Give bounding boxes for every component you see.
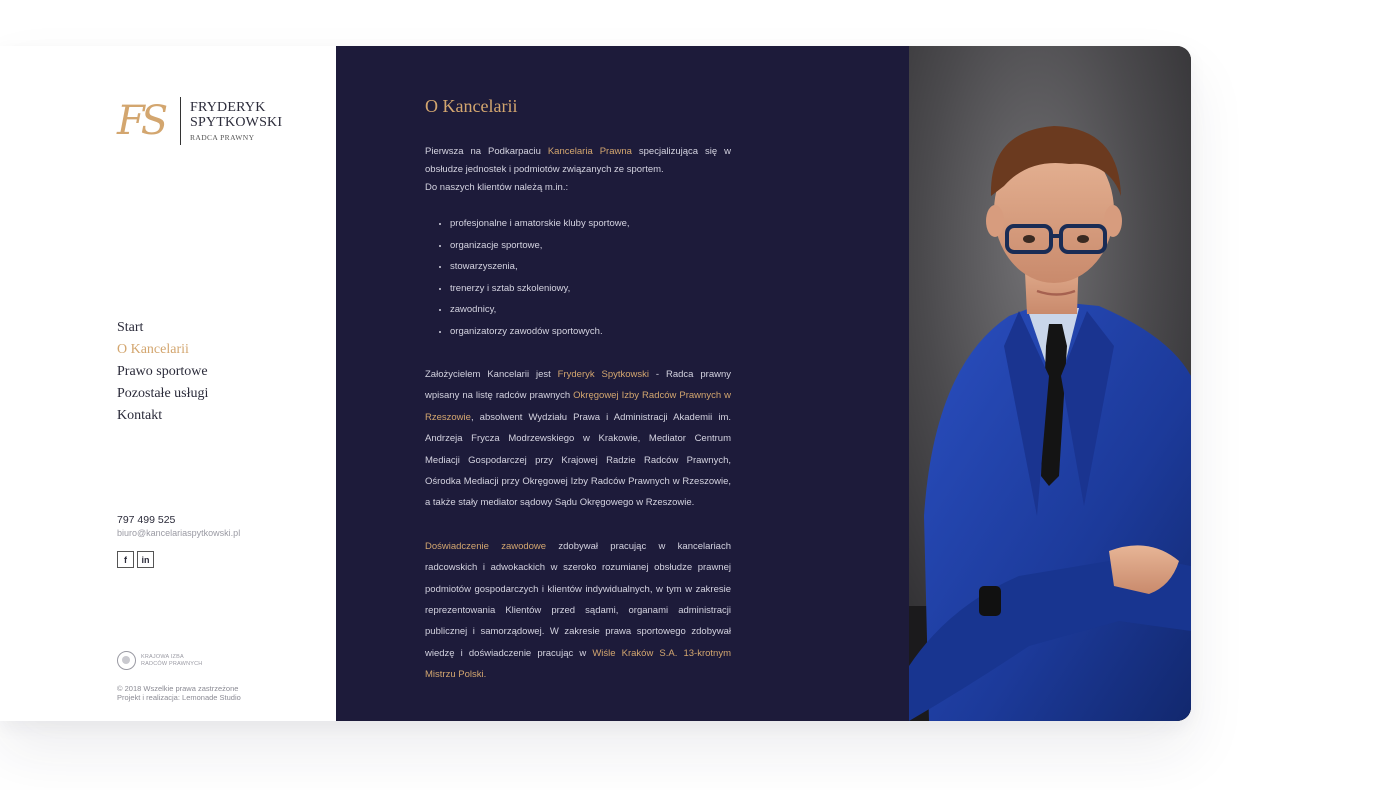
paragraph-spacer (425, 514, 731, 536)
list-item: • stowarzyszenia, (450, 256, 731, 278)
logo-text (190, 100, 282, 142)
site-logo[interactable] (117, 96, 282, 146)
logo-name-line2: SPYTKOWSKI (190, 115, 283, 130)
sidebar (0, 46, 336, 721)
intro-link-kancelaria[interactable]: Kancelaria Prawna (547, 146, 632, 157)
logo-divider (180, 97, 181, 145)
list-item: • profesjonalne i amatorskie kluby sportowe, (450, 213, 731, 235)
about-panel (336, 46, 909, 721)
chamber-name (141, 654, 211, 668)
founder-link-name[interactable]: Fryderyk Spytkowski (557, 369, 650, 380)
about-content (425, 93, 731, 686)
founder-paragraph (425, 364, 731, 514)
nav-item-pozostale-uslugi[interactable]: Pozostałe usługi (117, 386, 209, 401)
email-link[interactable]: biuro@kancelariaspytkowski.pl (117, 528, 241, 538)
founder-text-3: , absolwent Wydziału Prawa i Administracji Akademii im. Andrzeja Frycza Modrzewskiego w Krakowie, Mediator Centrum Mediacji Gospodarczej przy Krajowej Radzie Radców Prawnych, Ośrodka Mediacji przy Okręgowej Izby Radców Prawnych w Rzeszowie, a także stały mediator sądowy Sądu Okręgowego w Rzeszowie. (425, 411, 731, 509)
phone-number[interactable]: 797 499 525 (117, 514, 176, 526)
nav-item-prawo-sportowe[interactable]: Prawo sportowe (117, 364, 208, 379)
intro-text-3: Do naszych klientów należą m.in.: (425, 182, 569, 193)
contact-block (117, 513, 240, 568)
facebook-icon[interactable]: f (117, 551, 134, 568)
intro-text-2: specjalizująca się w obsłudze jednostek i podmiotów związanych ze sportem. (425, 146, 731, 175)
chamber-line2: RADCÓW PRAWNYCH (141, 660, 203, 667)
clients-list (425, 213, 731, 342)
footer-copyright (117, 684, 241, 702)
logo-name-line1: FRYDERYK (190, 100, 266, 115)
page-title: O Kancelarii (425, 96, 518, 116)
list-item: • organizatorzy zawodów sportowych. (450, 321, 731, 343)
intro-text-1: Pierwsza na Podkarpaciu (425, 146, 548, 157)
page-frame (0, 46, 1191, 721)
portrait-photo (909, 46, 1191, 721)
experience-text: zdobywał pracując w kancelariach radcowskich i adwokackich w szeroko rozumianej obsłudze prawnej podmiotów gospodarczych i klientów indywidualnych, w tym w zakresie reprezentowania Klientów przed sądami, organami administracji publicznej i samorządowej. W zakresie prawa sportowego zdobywał wiedzę i doświadczenie pracując w (425, 540, 731, 659)
list-item: • zawodnicy, (450, 299, 731, 321)
founder-link-oirp[interactable]: Okręgowej Izby Radców Prawnych w Rzeszowie (425, 390, 731, 423)
seal-icon (117, 651, 136, 670)
experience-link[interactable]: Doświadczenie zawodowe (425, 540, 547, 552)
nav-item-start[interactable]: Start (117, 320, 144, 335)
social-links (117, 551, 240, 568)
founder-text-1: Założycielem Kancelarii jest (425, 369, 558, 380)
portrait-illustration (909, 46, 1191, 721)
experience-paragraph (425, 536, 731, 686)
logo-subtitle: RADCA PRAWNY (190, 133, 255, 142)
linkedin-icon[interactable]: in (137, 551, 154, 568)
chamber-badge[interactable] (117, 651, 211, 670)
nav-item-kontakt[interactable]: Kontakt (117, 408, 163, 423)
intro-paragraph (425, 143, 731, 197)
wisla-link[interactable]: Wiśle Kraków S.A. 13-krotnym Mistrzu Polski. (425, 647, 731, 681)
chamber-line1: KRAJOWA IZBA (141, 653, 184, 660)
credits-text[interactable]: Projekt i realizacja: Lemonade Studio (117, 693, 241, 702)
copyright-text: © 2018 Wszelkie prawa zastrzeżone (117, 684, 239, 693)
logo-monogram: FS (117, 98, 165, 144)
list-item: • organizacje sportowe, (450, 235, 731, 257)
main-nav (117, 317, 208, 427)
list-item: • trenerzy i sztab szkoleniowy, (450, 278, 731, 300)
founder-text-2: - Radca prawny wpisany na listę radców prawnych (425, 369, 731, 402)
nav-item-o-kancelarii[interactable]: O Kancelarii (117, 342, 189, 357)
